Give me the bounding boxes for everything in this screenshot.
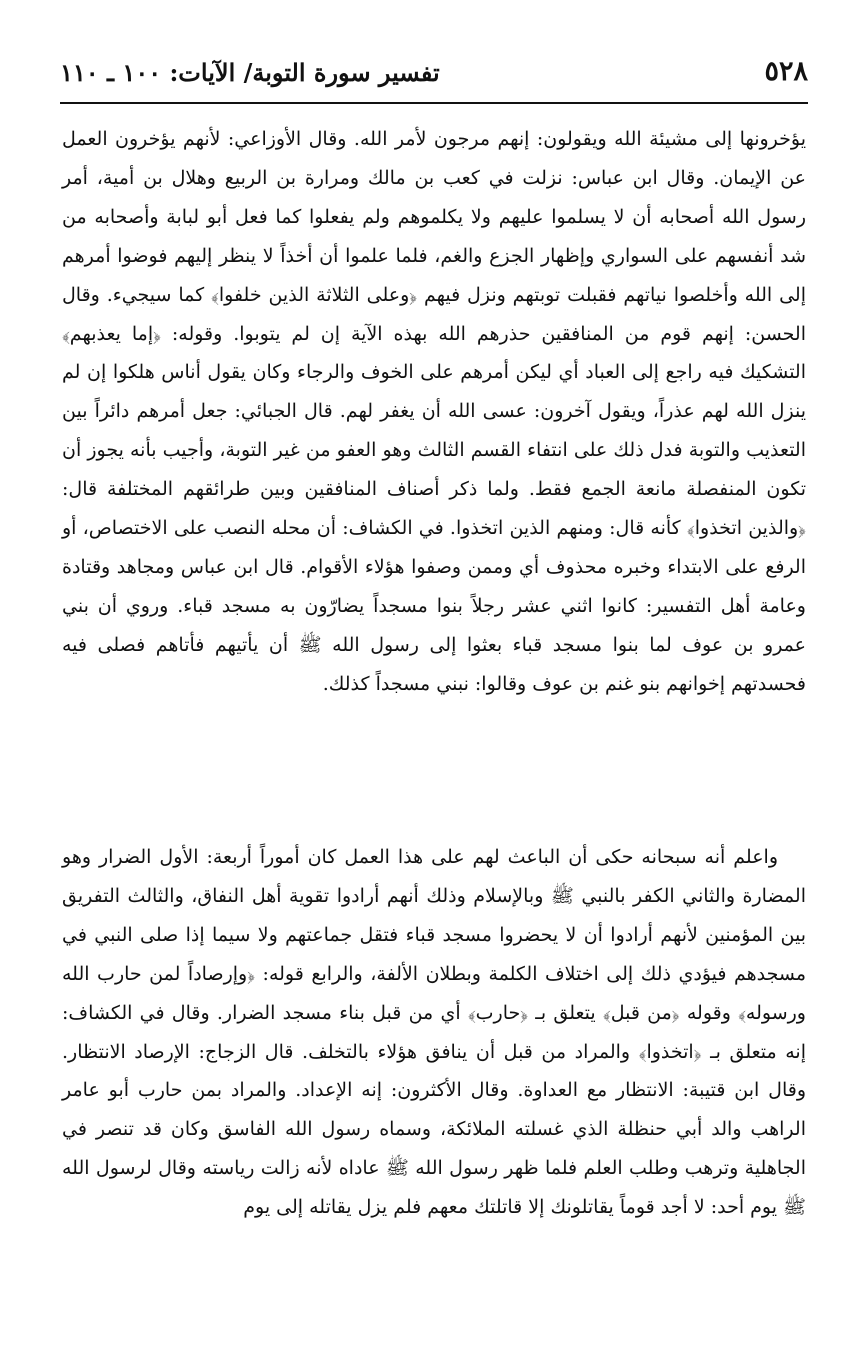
- text-block-2: [62, 838, 806, 1308]
- page-header: [60, 52, 808, 96]
- paragraph-2: واعلم أنه سبحانه حكى أن الباعث لهم على هذا العمل كان أموراً أربعة: الأول الضرار وهو المضارة والثاني الكفر بالنبي ﷺ وبالإسلام وذلك أنهم أرادوا تقوية أهل النفاق، والثالث التفريق بين المؤمنين لأنهم أرادوا أن لا يحضروا مسجد قباء فتقل جماعتهم ولا سيما إذا صلى النبي في مسجدهم فيؤدي ذلك إلى اختلاف الكلمة وبطلان الألفة، والرابع قوله: ﴿وإرصاداً لمن حارب الله ورسوله﴾ وقوله ﴿من قبل﴾ يتعلق بـ ﴿حارب﴾ أي من قبل بناء مسجد الضرار. وقال في الكشاف: إنه متعلق بـ ﴿اتخذوا﴾ والمراد من قبل أن ينافق هؤلاء بالتخلف. قال الزجاج: الإرصاد الانتظار. وقال ابن قتيبة: الانتظار مع العداوة. وقال الأكثرون: إنه الإعداد. والمراد بمن حارب أبو عامر الراهب والد أبي حنظلة الذي غسلته الملائكة، وسماه رسول الله الفاسق وكان قد تنصر في الجاهلية وترهب وطلب العلم فلما ظهر رسول الله ﷺ عاداه لأنه زالت رياسته وقال لرسول الله ﷺ يوم أحد: لا أجد قوماً يقاتلونك إلا قاتلتك معهم فلم يزل يقاتله إلى يوم: [62, 846, 806, 1219]
- running-title: تفسير سورة التوبة/ الآيات: ١٠٠ ـ ١١٠: [60, 58, 440, 87]
- page-number: ٥٢٨: [764, 56, 808, 87]
- header-divider: [60, 102, 808, 104]
- paragraph-1: يؤخرونها إلى مشيئة الله ويقولون: إنهم مرجون لأمر الله. وقال الأوزاعي: لأنهم يؤخرون العمل عن الإيمان. وقال ابن عباس: نزلت في كعب بن مالك ومرارة بن الربيع وهلال بن أمية، أمر رسول الله أصحابه أن لا يسلموا عليهم ولا يكلموهم ولم يفعلوا كما فعل أبو لبابة وأصحابه من شد أنفسهم على السواري وإظهار الجزع والغم، فلما علموا أن أخذاً لا ينظر إليهم فوضوا أمرهم إلى الله وأخلصوا نياتهم فقبلت توبتهم ونزل فيهم ﴿وعلى الثلاثة الذين خلفوا﴾ كما سيجيء. وقال الحسن: إنهم قوم من المنافقين حذرهم الله بهذه الآية إن لم يتوبوا. وقوله: ﴿إما يعذبهم﴾ التشكيك فيه راجع إلى العباد أي ليكن أمرهم على الخوف والرجاء وكان يقول أناس هلكوا إن لم ينزل الله لهم عذراً، ويقول آخرون: عسى الله أن يغفر لهم. قال الجبائي: جعل أمرهم دائراً بين التعذيب والتوبة فدل ذلك على انتفاء القسم الثالث وهو العفو من غير التوبة، وأجيب بأنه يجوز أن تكون المنفصلة مانعة الجمع فقط. ولما ذكر أصناف المنافقين وبين طرائقهم المختلفة قال: ﴿والذين اتخذوا﴾ كأنه قال: ومنهم الذين اتخذوا. في الكشاف: أن محله النصب على الاختصاص، أو الرفع على الابتداء وخبره محذوف أي وممن وصفوا هؤلاء الأقوام. قال ابن عباس ومجاهد وقتادة وعامة أهل التفسير: كانوا اثني عشر رجلاً بنوا مسجداً يضارّون به مسجد قباء. وروي أن بني عمرو بن عوف لما بنوا مسجد قباء بعثوا إلى رسول الله ﷺ أن يأتيهم فأتاهم فصلى فيه فحسدتهم إخوانهم بنو غنم بن عوف وقالوا: نبني مسجداً كذلك.: [62, 128, 806, 695]
- text-block-1: [62, 120, 806, 810]
